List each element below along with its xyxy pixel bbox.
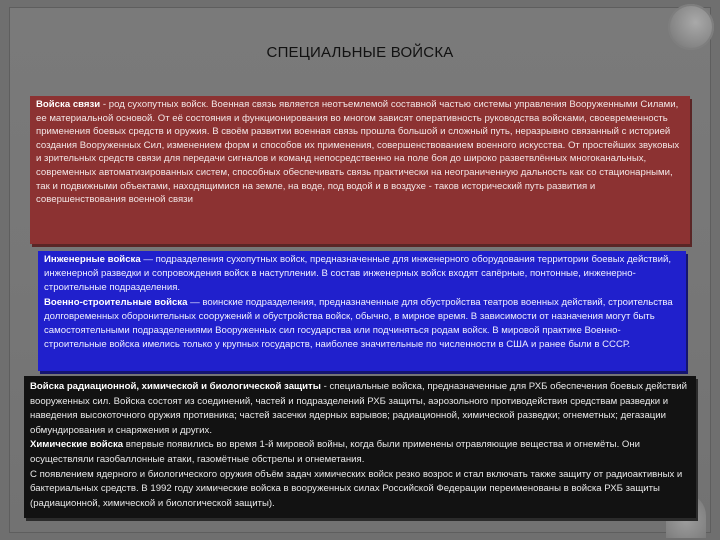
construction-text: — воинские подразделения, предназначенные для обустройства театров военных действий, строительства долговременных оборонительных сооружений и обустройства войск, обычно, в мирное время. В зависимости от назначения могут быть самостоятельными подразделениями Вооруженных сил государства или подчиняться родам войск. В мировой практике Военно-строительные войска имелись только у крупных государств, наиболее значительные по численности в США и ранее были в СССР. (44, 296, 673, 351)
engineering-troops-box (38, 251, 686, 371)
signal-text: - род сухопутных войск. Военная связь является неотъемлемой составной частью системы управления Вооруженными Силами, ее материальной основой. От её состояния и функционирования во многом зависят оперативность руководства войсками, своевременность применения боевых средств и оружия. В своём развитии военная связь прошла большой и сложный путь, неразрывно связанный с историей создания Вооруженных Сил, изменением форм и способов их применения, совершенствованием военного искусства. От простейших звуковых и зрительных средств связи для передачи сигналов и команд непосредственно на поле боя до широко разветвлённых многоканальных, современных автоматизированных систем, способных обеспечивать связь практически на неограниченную дальность как со стационарными, так и подвижными объектами, находящимися на земле, на воде, под водой и в воздухе - таков исторический путь развития и совершенствования военной связи (36, 99, 680, 206)
signal-troops-box (30, 96, 690, 244)
construction-term: Военно-строительные войска (44, 296, 188, 308)
signal-term: Войска связи (36, 99, 101, 110)
chemical-paragraph (30, 438, 690, 467)
slide-title: СПЕЦИАЛЬНЫЕ ВОЙСКА (266, 44, 454, 61)
engineering-text: — подразделения сухопутных войск, предназначенные для инженерного оборудования территории боевых действий, инженерной разведки и сопровождения войск в наступлении. В состав инженерных войск входят сапёрные, понтонные, инженерно-строительные подразделения. (44, 254, 672, 294)
construction-paragraph (44, 296, 680, 353)
nuclear-paragraph: С появлением ядерного и биологического оружия объём задач химических войск резко возрос и стал включать также защиту от радиоактивных и бактериальных средств. В 1992 году химические войска в вооруженных силах Российской Федерации переименованы в войска РХБ защиты (радиационной, химической и биологической защиты). (30, 468, 683, 509)
rhb-troops-box (24, 376, 696, 518)
rhb-text: - специальные войска, предназначенные для РХБ обеспечения боевых действий вооруженных сил. Войска состоят из соединений, частей и подразделений РХБ защиты, аэрозольного противодействия средствам разведки и наведения высокоточного оружия противника; частей засечки ядерных взрывов; радиационной, химической разведки; огнеметных; дегазации обмундирования и снаряжения и других. (30, 381, 687, 436)
rhb-term: Войска радиационной, химической и биологической защиты (30, 381, 321, 392)
rhb-paragraph (30, 380, 690, 438)
signal-paragraph (36, 98, 684, 207)
chemical-text: впервые появились во время 1-й мировой войны, когда были применены отравляющие вещества и огнемёты. Они осуществляли газобаллонные атаки, газомётные обстрелы и огнеметания. (30, 439, 641, 465)
engineering-paragraph (44, 253, 680, 296)
chemical-term: Химические войска (30, 439, 124, 451)
engineering-term: Инженерные войска (44, 254, 141, 265)
